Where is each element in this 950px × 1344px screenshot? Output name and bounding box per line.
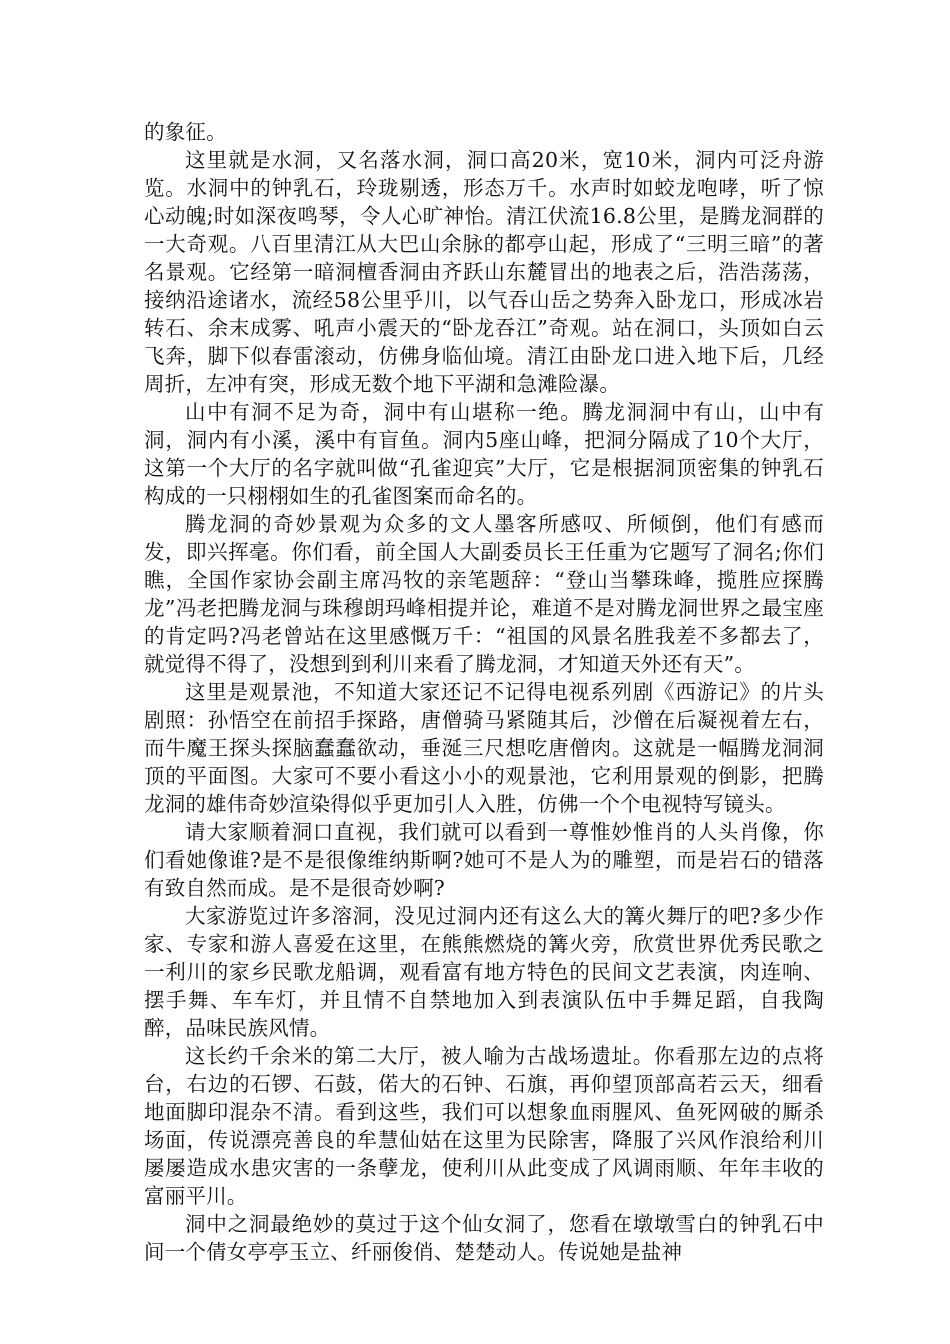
paragraph-mountain-in-cave: 山中有洞不足为奇，洞中有山堪称一绝。腾龙洞洞中有山，山中有洞，洞内有小溪，溪中有盲鱼。洞内5座山峰，把洞分隔成了10个大厅，这第一个大厅的名字就叫做“孔雀迎宾”大厅，它是根据洞顶密集的钟乳石构成的一只栩栩如生的孔雀图案而命名的。 xyxy=(144,400,824,508)
document-body xyxy=(144,118,824,1266)
paragraph-bonfire-hall: 大家游览过许多溶洞，没见过洞内还有这么大的篝火舞厅的吧?多少作家、专家和游人喜爱在这里，在熊熊燃烧的篝火旁，欣赏世界优秀民歌之一利川的家乡民歌龙船调，观看富有地方特色的民间文艺表演，肉连响、摆手舞、车车灯，并且情不自禁地加入到表演队伍中手舞足蹈，自我陶醉，品味民族风情。 xyxy=(144,904,824,1040)
paragraph-viewing-pool: 这里是观景池，不知道大家还记不记得电视系列剧《西游记》的片头剧照：孙悟空在前招手探路，唐僧骑马紧随其后，沙僧在后凝视着左右，而牛魔王探头探脑蠢蠢欲动，垂涎三尺想吃唐僧肉。这就是一幅腾龙洞洞顶的平面图。大家可不要小看这小小的观景池，它利用景观的倒影，把腾龙洞的雄伟奇妙渲染得似乎更加引人入胜，仿佛一个个电视特写镜头。 xyxy=(144,680,824,816)
paragraph-battlefield-hall: 这长约千余米的第二大厅，被人喻为古战场遗址。你看那左边的点将台，右边的石锣、石鼓，偌大的石钟、石旗，再仰望顶部高若云天，细看地面脚印混杂不清。看到这些，我们可以想象血雨腥风、鱼死网破的厮杀场面，传说漂亮善良的牟慧仙姑在这里为民除害，降服了兴风作浪给利川屡屡造成水患灾害的一条孽龙，使利川从此变成了风调雨顺、年年丰收的富丽平川。 xyxy=(144,1044,824,1208)
paragraph-water-cave: 这里就是水洞，又名落水洞，洞口高20米，宽10米，洞内可泛舟游览。水洞中的钟乳石，玲珑剔透，形态万千。水声时如蛟龙咆哮，听了惊心动魄;时如深夜鸣琴，令人心旷神怡。清江伏流16.8公里，是腾龙洞群的一大奇观。八百里清江从大巴山余脉的都亭山起，形成了“三明三暗”的著名景观。它经第一暗洞檀香洞由齐跃山东麓冒出的地表之后，浩浩荡荡，接纳沿途诸水，流经58公里乎川，以气吞山岳之势奔入卧龙口，形成冰岩转石、余末成雾、吼声小震天的“卧龙吞江”奇观。站在洞口，头顶如白云飞奔，脚下似春雷滚动，仿佛身临仙境。清江由卧龙口进入地下后，几经周折，左冲有突，形成无数个地下平湖和急滩险瀑。 xyxy=(144,148,824,396)
paragraph-head-portrait: 请大家顺着洞口直视，我们就可以看到一尊惟妙惟肖的人头肖像，你们看她像谁?是不是很像维纳斯啊?她可不是人为的雕塑，而是岩石的错落有致自然而成。是不是很奇妙啊? xyxy=(144,820,824,900)
paragraph-continuation: 的象征。 xyxy=(144,120,227,144)
paragraph-fairy-cave: 洞中之洞最绝妙的莫过于这个仙女洞了，您看在墩墩雪白的钟乳石中间一个倩女亭亭玉立、纤丽俊俏、楚楚动人。传说她是盐神 xyxy=(144,1212,824,1264)
paragraph-literati-inscriptions: 腾龙洞的奇妙景观为众多的文人墨客所感叹、所倾倒，他们有感而发，即兴挥毫。你们看，前全国人大副委员长王任重为它题写了洞名;你们瞧，全国作家协会副主席冯牧的亲笔题辞：“登山当攀珠峰，揽胜应探腾龙”冯老把腾龙洞与珠穆朗玛峰相提并论，难道不是对腾龙洞世界之最宝座的肯定吗?冯老曾站在这里感慨万千：“祖国的风景名胜我差不多都去了，就觉得不得了，没想到到利川来看了腾龙洞，才知道天外还有天”。 xyxy=(144,512,824,676)
